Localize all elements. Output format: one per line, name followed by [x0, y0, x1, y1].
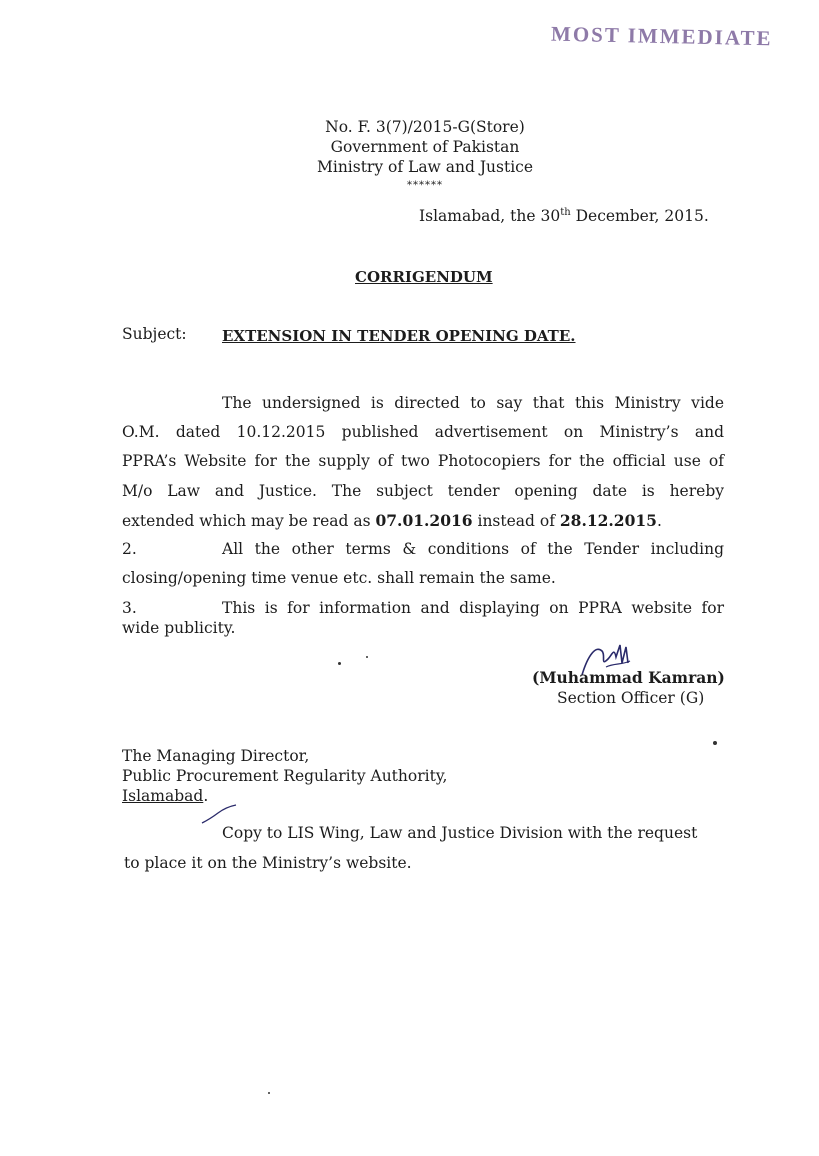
para1-line3: PPRA’s Website for the supply of two Photocopiers for the official use of: [122, 452, 724, 470]
most-immediate-stamp: MOST IMMEDIATE: [550, 21, 773, 51]
copy-line2: to place it on the Ministry’s website.: [124, 854, 412, 872]
para1-line4: M/o Law and Justice. The subject tender opening date is hereby: [122, 482, 724, 500]
tick-mark-icon: [200, 803, 240, 825]
subject-label: Subject:: [122, 325, 187, 343]
separator-stars: ******: [407, 180, 443, 191]
para1-line2: O.M. dated 10.12.2015 published advertisement on Ministry’s and: [122, 423, 724, 441]
para3-number: 3.: [122, 599, 137, 617]
subject-text: EXTENSION IN TENDER OPENING DATE.: [222, 327, 576, 345]
para3-line1: This is for information and displaying on PPRA website for: [222, 599, 724, 617]
scan-speck: [713, 741, 717, 745]
scan-speck: [268, 1092, 270, 1094]
recipient-title: The Managing Director,: [122, 747, 310, 765]
para1-line5: extended which may be read as 07.01.2016 instead of 28.12.2015.: [122, 511, 662, 530]
file-number: No. F. 3(7)/2015-G(Store): [325, 118, 525, 136]
scan-speck: [338, 662, 341, 665]
para2-line2: closing/opening time venue etc. shall remain the same.: [122, 569, 556, 587]
signatory-name: (Muhammad Kamran): [532, 668, 725, 687]
letter-header: [260, 117, 590, 177]
old-opening-date: 28.12.2015: [559, 511, 657, 530]
recipient-organization: Public Procurement Regularity Authority,: [122, 767, 448, 785]
para3-line2: wide publicity.: [122, 619, 236, 637]
ministry-name: Ministry of Law and Justice: [316, 158, 534, 176]
letter-date: Islamabad, the 30th December, 2015.: [419, 207, 709, 226]
recipient-address: [122, 746, 447, 806]
para2-line1: All the other terms & conditions of the Tender including: [222, 540, 724, 558]
para1-line1: The undersigned is directed to say that this Ministry vide: [222, 394, 724, 412]
para2-number: 2.: [122, 540, 137, 558]
government-name: Government of Pakistan: [330, 138, 520, 156]
new-opening-date: 07.01.2016: [375, 511, 473, 530]
scan-speck: [366, 656, 368, 658]
signatory-designation: Section Officer (G): [557, 689, 705, 707]
copy-line1: Copy to LIS Wing, Law and Justice Division with the request: [222, 824, 698, 842]
recipient-city: Islamabad.: [122, 787, 209, 805]
corrigendum-heading: CORRIGENDUM: [355, 268, 493, 286]
